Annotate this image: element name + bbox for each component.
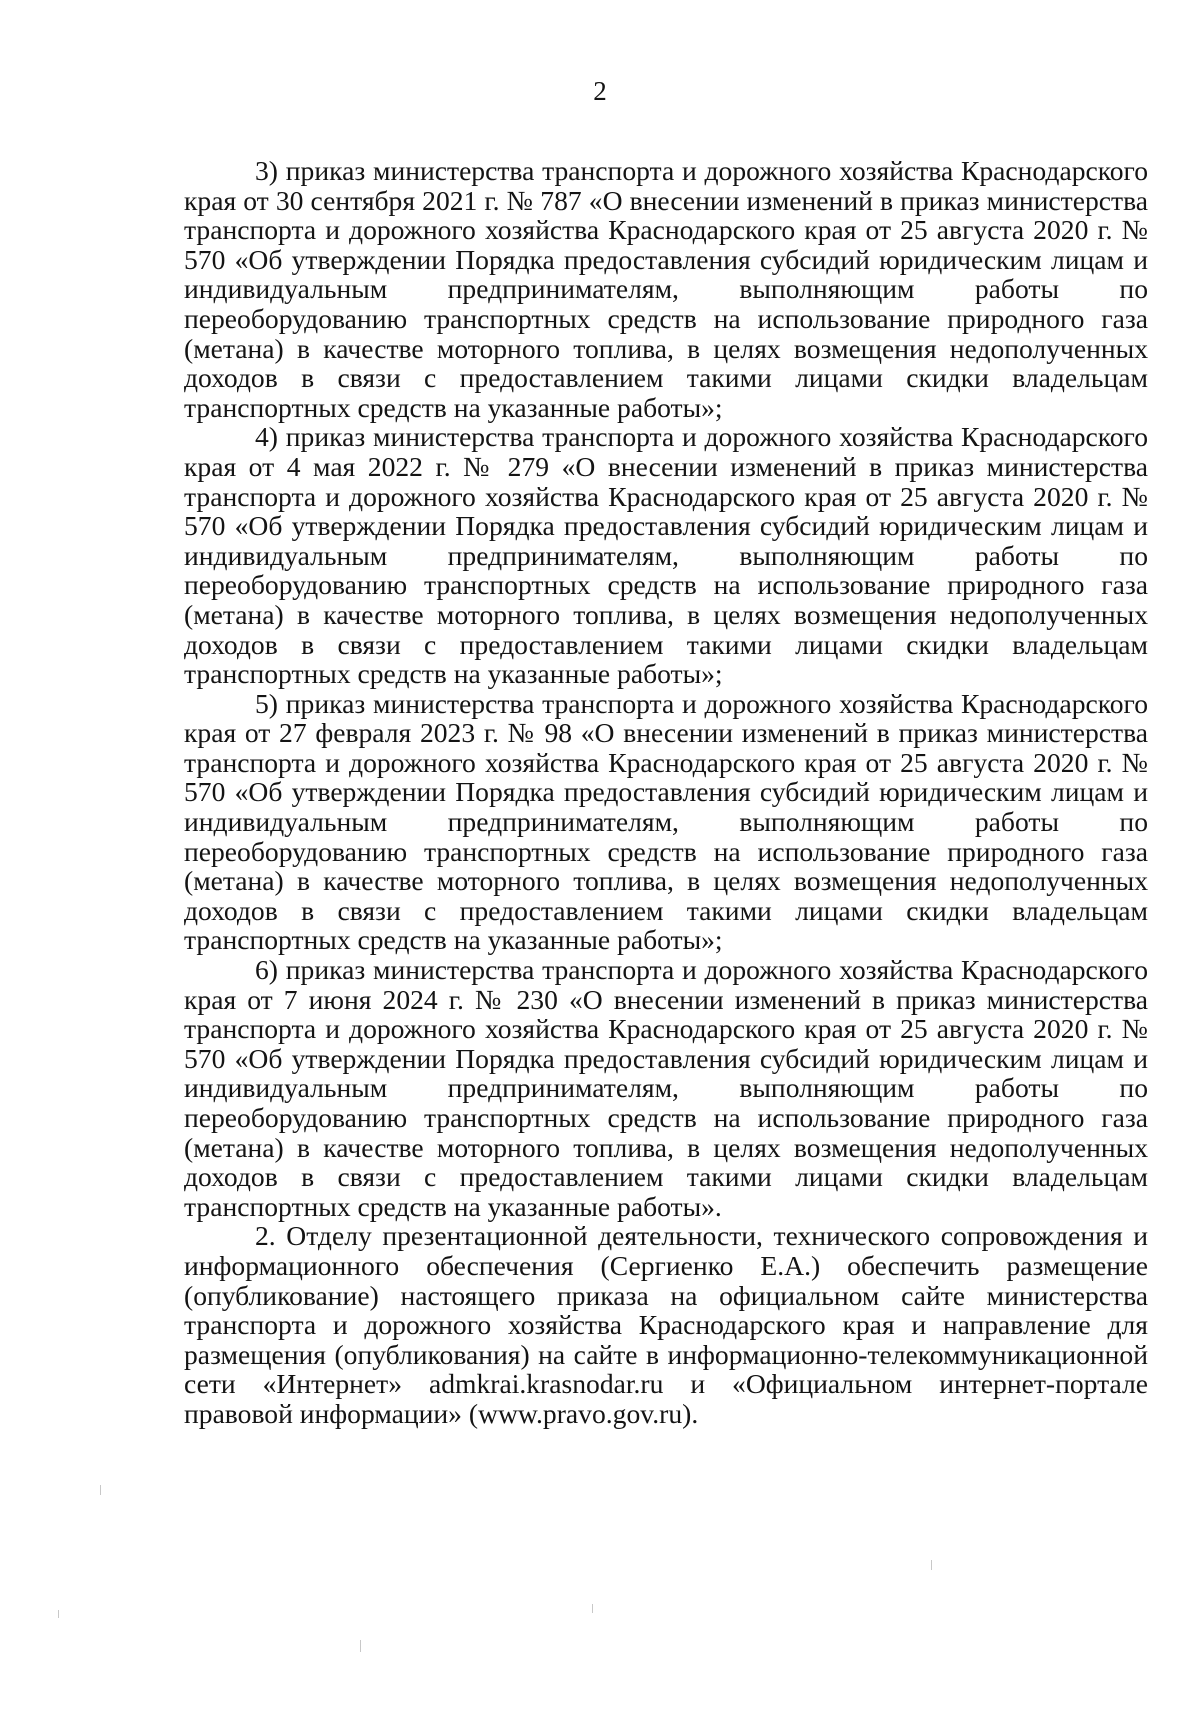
paragraph-item-5: 5) приказ министерства транспорта и дорожного хозяйства Краснодарского края от 27 февраля 2023 г. № 98 «О внесении изменений в приказ министерства транспорта и дорожного хозяйства Краснодарского края от 25 августа 2020 г. № 570 «Об утверждении Порядка предоставления субсидий юридическим лицам и индивидуальным предпринимателям, выполняющим работы по переоборудованию транспортных средств на использование природного газа (метана) в качестве моторного топлива, в целях возмещения недополученных доходов в связи с предоставлением такими лицами скидки владельцам транспортных средств на указанные работы»; (184, 687, 1148, 956)
paragraph-clause-2: 2. Отделу презентационной деятельности, технического сопровождения и информационного обеспечения (Сергиенко Е.А.) обеспечить размещение (опубликование) настоящего приказа на официальном сайте министерства транспорта и дорожного хозяйства Краснодарского края и направление для размещения (опубликования) на сайте в информационно-телекоммуникационной сети «Интернет» admkrai.krasnodar.ru и «Официальном интернет-портале правовой информации» (www.pravo.gov.ru). (184, 1220, 1148, 1429)
document-body (184, 156, 1148, 1429)
scan-artifact (58, 1610, 59, 1618)
page-number: 2 (593, 76, 607, 106)
scan-artifact (592, 1604, 593, 1613)
paragraph-item-6: 6) приказ министерства транспорта и дорожного хозяйства Краснодарского края от 7 июня 2024 г. № 230 «О внесении изменений в приказ министерства транспорта и дорожного хозяйства Краснодарского края от 25 августа 2020 г. № 570 «Об утверждении Порядка предоставления субсидий юридическим лицам и индивидуальным предпринимателям, выполняющим работы по переоборудованию транспортных средств на использование природного газа (метана) в качестве моторного топлива, в целях возмещения недополученных доходов в связи с предоставлением такими лицами скидки владельцам транспортных средств на указанные работы». (184, 954, 1148, 1222)
paragraph-item-3: 3) приказ министерства транспорта и дорожного хозяйства Краснодарского края от 30 сентября 2021 г. № 787 «О внесении изменений в приказ министерства транспорта и дорожного хозяйства Краснодарского края от 25 августа 2020 г. № 570 «Об утверждении Порядка предоставления субсидий юридическим лицам и индивидуальным предпринимателям, выполняющим работы по переоборудованию транспортных средств на использование природного газа (метана) в качестве моторного топлива, в целях возмещения недополученных доходов в связи с предоставлением такими лицами скидки владельцам транспортных средств на указанные работы»; (184, 155, 1148, 423)
scan-artifact (360, 1640, 361, 1652)
scan-artifact (100, 1485, 101, 1495)
paragraph-item-4: 4) приказ министерства транспорта и дорожного хозяйства Краснодарского края от 4 мая 2022 г. № 279 «О внесении изменений в приказ министерства транспорта и дорожного хозяйства Краснодарского края от 25 августа 2020 г. № 570 «Об утверждении Порядка предоставления субсидий юридическим лицам и индивидуальным предпринимателям, выполняющим работы по переоборудованию транспортных средств на использование природного газа (метана) в качестве моторного топлива, в целях возмещения недополученных доходов в связи с предоставлением такими лицами скидки владельцам транспортных средств на указанные работы»; (184, 421, 1148, 690)
scan-artifact (931, 1560, 932, 1570)
